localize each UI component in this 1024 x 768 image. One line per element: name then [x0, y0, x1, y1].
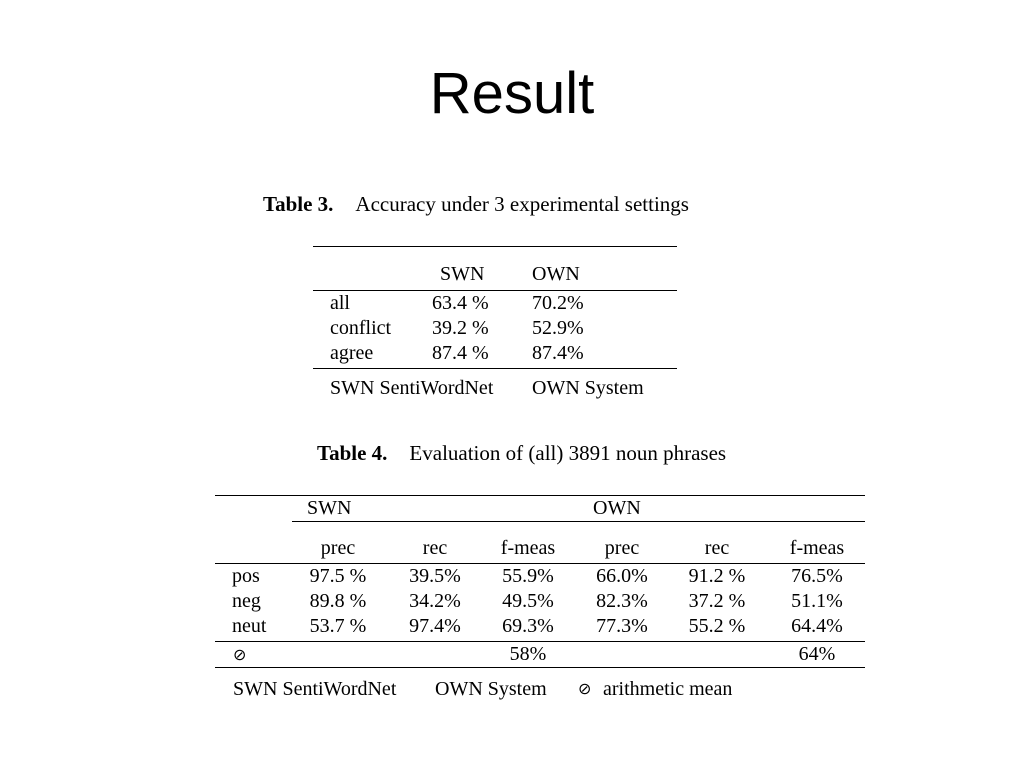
legend-mean-symbol-icon: ⊘	[578, 679, 592, 698]
row-label: pos	[232, 565, 260, 587]
cell: 49.5%	[502, 590, 554, 612]
cell: 91.2 %	[688, 565, 746, 587]
table-row	[313, 316, 677, 341]
cell-own: 87.4%	[532, 342, 584, 364]
row-label: neg	[232, 590, 261, 612]
table4-mean-row	[215, 642, 865, 667]
cell-own: 52.9%	[532, 317, 584, 339]
cell: 76.5%	[791, 565, 843, 587]
table-row	[215, 614, 865, 639]
group-swn: SWN	[307, 497, 352, 519]
table4-label: Table 4.	[317, 441, 388, 465]
table3-legend	[313, 369, 677, 407]
cell: 34.2%	[409, 590, 461, 612]
cell-swn: 87.4 %	[432, 342, 489, 364]
table3-header-own: OWN	[532, 263, 580, 285]
cell: 64.4%	[791, 615, 843, 637]
row-label: conflict	[330, 317, 392, 339]
table3-header-swn: SWN	[440, 263, 485, 285]
cell: 37.2 %	[688, 590, 746, 612]
slide-title: Result	[429, 61, 595, 126]
cell: 89.8 %	[309, 590, 367, 612]
cell: 97.4%	[409, 615, 461, 637]
cell: 55.9%	[502, 565, 554, 587]
row-label: neut	[232, 615, 267, 637]
mean-symbol-icon: ⊘	[233, 645, 247, 664]
cell: 53.7 %	[309, 615, 367, 637]
row-label: agree	[330, 342, 374, 364]
table4-subheader-row	[215, 522, 865, 563]
legend-swn: SWN SentiWordNet	[330, 377, 494, 399]
table3-caption-text: Accuracy under 3 experimental settings	[355, 192, 689, 216]
table4-caption	[317, 441, 726, 466]
cell: 66.0%	[596, 565, 648, 587]
subheader-own-prec: prec	[604, 537, 640, 559]
legend-mean-text: arithmetic mean	[603, 678, 733, 700]
legend-swn: SWN SentiWordNet	[233, 678, 397, 700]
table-row	[313, 291, 677, 316]
group-own: OWN	[593, 497, 641, 519]
table-row	[215, 564, 865, 589]
cell: 82.3%	[596, 590, 648, 612]
table-row	[313, 341, 677, 366]
legend-own: OWN System	[532, 377, 644, 399]
table4-legend	[215, 668, 865, 710]
subheader-swn-rec: rec	[422, 537, 448, 559]
table3-label: Table 3.	[263, 192, 334, 216]
cell: 39.5%	[409, 565, 461, 587]
table4	[215, 495, 865, 710]
row-label: all	[330, 292, 350, 314]
cell: 77.3%	[596, 615, 648, 637]
cell: 55.2 %	[688, 615, 746, 637]
mean-own: 64%	[798, 643, 836, 665]
subheader-own-rec: rec	[704, 537, 730, 559]
cell-own: 70.2%	[532, 292, 584, 314]
subheader-own-fmeas: f-meas	[789, 537, 845, 559]
table-row	[215, 589, 865, 614]
mean-swn: 58%	[509, 643, 547, 665]
table3-header-row	[313, 247, 677, 290]
table3-caption	[263, 192, 689, 217]
subheader-swn-prec: prec	[320, 537, 356, 559]
subheader-swn-fmeas: f-meas	[500, 537, 556, 559]
cell: 97.5 %	[309, 565, 367, 587]
legend-own: OWN System	[435, 678, 547, 700]
table3	[313, 246, 677, 407]
table4-caption-text: Evaluation of (all) 3891 noun phrases	[409, 441, 727, 465]
cell-swn: 39.2 %	[432, 317, 489, 339]
cell: 69.3%	[502, 615, 554, 637]
cell: 51.1%	[791, 590, 843, 612]
cell-swn: 63.4 %	[432, 292, 489, 314]
table4-group-row	[215, 496, 865, 521]
